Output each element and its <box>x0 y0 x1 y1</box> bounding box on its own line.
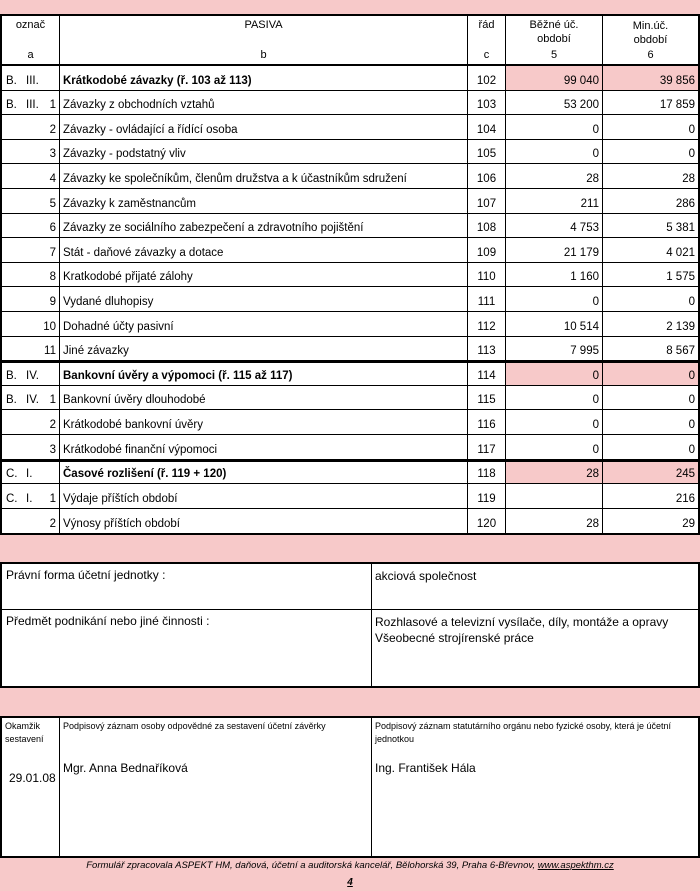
row-previous-period: 0 <box>688 295 695 308</box>
row-current-period: 28 <box>506 509 603 534</box>
row-code <box>2 140 60 164</box>
row-line-number: 116 <box>468 410 506 434</box>
row-label: Jiné závazky <box>60 337 468 361</box>
header-col-b-sub: b <box>260 49 267 61</box>
row-current-period: 211 <box>506 189 603 213</box>
table-row <box>2 287 698 312</box>
business-value-line-2: Všeobecné strojírenské práce <box>375 631 534 645</box>
row-label: Výnosy příštích období <box>60 509 468 534</box>
liabilities-table <box>0 14 700 535</box>
row-code <box>2 238 60 262</box>
business-row <box>2 610 698 686</box>
row-previous-period: 39 856 <box>603 66 698 90</box>
row-label: Dohadné účty pasivní <box>60 312 468 336</box>
row-previous-period: 0 <box>688 148 695 161</box>
row-line-number: 119 <box>468 484 506 508</box>
row-label: Závazky z obchodních vztahů <box>60 91 468 115</box>
row-line-number: 106 <box>468 164 506 188</box>
row-code <box>2 287 60 311</box>
row-code <box>2 115 60 139</box>
row-line-number: 115 <box>468 386 506 410</box>
row-code-part-2: III. <box>26 74 39 87</box>
row-code-part-3: 2 <box>49 518 56 531</box>
row-label: Krátkodobé závazky (ř. 103 až 113) <box>60 66 468 90</box>
row-code-part-3: 3 <box>49 148 56 161</box>
row-code <box>2 484 60 508</box>
row-code-part-1: B. <box>6 369 17 382</box>
header-col-c <box>468 16 506 64</box>
row-code-part-3: 9 <box>49 295 56 308</box>
row-code <box>2 509 60 534</box>
row-line-number: 118 <box>468 462 506 484</box>
signature-table <box>0 716 700 858</box>
table-row <box>2 115 698 140</box>
moment-date: 29.01.08 <box>9 771 56 785</box>
legal-form-value: akciová společnost <box>375 569 477 583</box>
header-col-e-sub: 6 <box>647 49 654 61</box>
row-code-part-3: 1 <box>49 394 56 407</box>
table-row <box>2 91 698 116</box>
header-col-b-title: PASIVA <box>244 19 283 31</box>
row-code-part-3: 4 <box>49 172 56 185</box>
row-previous-period: 28 <box>682 172 695 185</box>
row-current-period: 1 160 <box>506 263 603 287</box>
row-previous-period: 245 <box>603 462 698 484</box>
row-previous-period: 8 567 <box>666 345 695 358</box>
row-current-period: 10 514 <box>506 312 603 336</box>
business-value <box>372 610 698 686</box>
row-code-part-3: 1 <box>49 99 56 112</box>
table-row <box>2 435 698 460</box>
row-previous-period: 0 <box>688 418 695 431</box>
header-col-d <box>506 16 603 64</box>
row-previous-period: 286 <box>675 197 695 210</box>
table-row <box>2 484 698 509</box>
header-col-a-title: označ <box>15 19 46 31</box>
table-row <box>2 263 698 288</box>
row-code-part-3: 7 <box>49 246 56 259</box>
top-band <box>0 0 700 14</box>
preparer-name: Mgr. Anna Bednaříková <box>63 761 188 775</box>
table-row <box>2 312 698 337</box>
row-code <box>2 312 60 336</box>
row-line-number: 110 <box>468 263 506 287</box>
row-line-number: 105 <box>468 140 506 164</box>
header-col-a <box>2 16 60 64</box>
row-line-number: 112 <box>468 312 506 336</box>
row-code-part-3: 11 <box>44 345 56 358</box>
header-col-e <box>603 16 698 64</box>
row-code <box>2 363 60 385</box>
row-label: Bankovní úvěry a výpomoci (ř. 115 až 117) <box>60 363 468 385</box>
row-previous-period: 0 <box>688 123 695 136</box>
row-code <box>2 189 60 213</box>
row-code <box>2 410 60 434</box>
row-label: Kratkodobé přijaté zálohy <box>60 263 468 287</box>
row-code-part-3: 8 <box>49 271 56 284</box>
row-code-part-2: III. <box>26 99 39 112</box>
row-line-number: 109 <box>468 238 506 262</box>
row-label: Závazky ze sociálního zabezpečení a zdravotního pojištění <box>60 214 468 238</box>
row-code <box>2 91 60 115</box>
row-line-number: 117 <box>468 435 506 459</box>
header-col-e-title: Min.úč. období <box>632 20 669 46</box>
row-line-number: 113 <box>468 337 506 361</box>
row-label: Závazky ke společníkům, členům družstva a k účastníkům sdružení <box>60 164 468 188</box>
row-code <box>2 66 60 90</box>
footer-text: Formulář zpracovala ASPEKT HM, daňová, účetní a auditorská kancelář, Bělohorská 39, Praha 6-Břevnov, <box>86 860 536 871</box>
row-code <box>2 435 60 459</box>
table-row <box>2 66 698 91</box>
row-previous-period: 0 <box>688 394 695 407</box>
header-col-c-sub: c <box>483 49 490 61</box>
row-line-number: 108 <box>468 214 506 238</box>
row-label: Závazky k zaměstnancům <box>60 189 468 213</box>
row-label: Časové rozlišení (ř. 119 + 120) <box>60 462 468 484</box>
business-value-line-1: Rozhlasové a televizní vysílače, díly, montáže a opravy <box>375 615 669 629</box>
row-code-part-1: C. <box>6 492 18 505</box>
footer-note <box>0 860 700 871</box>
row-line-number: 104 <box>468 115 506 139</box>
row-previous-period: 29 <box>682 518 695 531</box>
table-row <box>2 140 698 165</box>
row-line-number: 102 <box>468 66 506 90</box>
row-code-part-2: IV. <box>26 369 40 382</box>
middle-band <box>0 538 700 562</box>
row-label: Krátkodobé bankovní úvěry <box>60 410 468 434</box>
preparer-label: Podpisový záznam osoby odpovědné za sestavení účetní závěrky <box>63 721 326 731</box>
row-label: Výdaje příštích období <box>60 484 468 508</box>
row-current-period <box>506 484 603 508</box>
table-row <box>2 509 698 534</box>
row-code-part-3: 2 <box>49 123 56 136</box>
statutory-name: Ing. František Hála <box>375 761 476 775</box>
header-col-b <box>60 16 468 64</box>
header-col-d-sub: 5 <box>550 49 558 61</box>
row-previous-period: 1 575 <box>666 271 695 284</box>
legal-form-label: Právní forma účetní jednotky : <box>2 564 372 609</box>
row-line-number: 107 <box>468 189 506 213</box>
row-current-period: 0 <box>506 386 603 410</box>
moment-cell <box>2 718 60 856</box>
company-info-table <box>0 562 700 688</box>
row-previous-period: 4 021 <box>666 246 695 259</box>
table-row <box>2 238 698 263</box>
row-current-period: 0 <box>506 140 603 164</box>
row-label: Krátkodobé finanční výpomoci <box>60 435 468 459</box>
moment-label: Okamžik sestavení <box>5 721 44 744</box>
row-line-number: 120 <box>468 509 506 534</box>
row-current-period: 99 040 <box>506 66 603 90</box>
table-row <box>2 337 698 362</box>
row-code-part-1: B. <box>6 74 17 87</box>
row-current-period: 0 <box>506 287 603 311</box>
row-code <box>2 164 60 188</box>
row-current-period: 53 200 <box>506 91 603 115</box>
row-previous-period: 2 139 <box>666 320 695 333</box>
row-previous-period: 216 <box>675 492 695 505</box>
row-code-part-3: 10 <box>43 320 56 333</box>
header-col-d-title: Běžné úč. období <box>529 19 579 45</box>
table-body <box>2 66 698 533</box>
row-code-part-3: 1 <box>49 492 56 505</box>
row-label: Stát - daňové závazky a dotace <box>60 238 468 262</box>
table-row <box>2 410 698 435</box>
row-previous-period: 17 859 <box>659 99 695 112</box>
row-code-part-1: B. <box>6 99 17 112</box>
row-line-number: 103 <box>468 91 506 115</box>
row-code-part-1: C. <box>6 468 18 481</box>
business-label: Předmět podnikání nebo jiné činnosti : <box>2 610 372 686</box>
preparer-cell <box>60 718 372 856</box>
row-current-period: 28 <box>506 164 603 188</box>
legal-form-row <box>2 564 698 610</box>
statutory-label: Podpisový záznam statutárního orgánu nebo fyzické osoby, která je účetní jednotkou <box>375 721 672 744</box>
row-label: Závazky - podstatný vliv <box>60 140 468 164</box>
table-header <box>2 16 698 66</box>
row-code-part-2: IV. <box>26 394 40 407</box>
statutory-cell <box>372 718 698 856</box>
row-line-number: 114 <box>468 363 506 385</box>
row-code-part-3: 5 <box>49 197 56 210</box>
row-code <box>2 462 60 484</box>
table-row <box>2 164 698 189</box>
row-code <box>2 214 60 238</box>
row-label: Bankovní úvěry dlouhodobé <box>60 386 468 410</box>
row-code <box>2 263 60 287</box>
row-previous-period: 0 <box>603 363 698 385</box>
row-code-part-2: I. <box>26 492 33 505</box>
row-label: Závazky - ovládající a řídící osoba <box>60 115 468 139</box>
table-row <box>2 361 698 386</box>
row-code-part-3: 2 <box>49 418 56 431</box>
row-previous-period: 5 381 <box>666 222 695 235</box>
row-code <box>2 337 60 361</box>
row-current-period: 0 <box>506 115 603 139</box>
row-current-period: 0 <box>506 410 603 434</box>
row-current-period: 0 <box>506 435 603 459</box>
row-code-part-2: I. <box>26 468 33 481</box>
footer-link[interactable]: www.aspekthm.cz <box>537 860 614 871</box>
row-current-period: 28 <box>506 462 603 484</box>
row-code-part-3: 3 <box>49 443 56 456</box>
row-current-period: 0 <box>506 363 603 385</box>
row-current-period: 4 753 <box>506 214 603 238</box>
row-current-period: 21 179 <box>506 238 603 262</box>
page-number: 4 <box>347 877 353 888</box>
row-current-period: 7 995 <box>506 337 603 361</box>
row-code-part-1: B. <box>6 394 17 407</box>
table-row <box>2 460 698 485</box>
row-label: Vydané dluhopisy <box>60 287 468 311</box>
header-col-c-title: řád <box>478 19 495 31</box>
table-row <box>2 189 698 214</box>
row-code <box>2 386 60 410</box>
row-code-part-3: 6 <box>49 222 56 235</box>
table-row <box>2 214 698 239</box>
header-col-a-sub: a <box>27 49 34 61</box>
row-previous-period: 0 <box>688 443 695 456</box>
table-row <box>2 386 698 411</box>
row-line-number: 111 <box>468 287 506 311</box>
